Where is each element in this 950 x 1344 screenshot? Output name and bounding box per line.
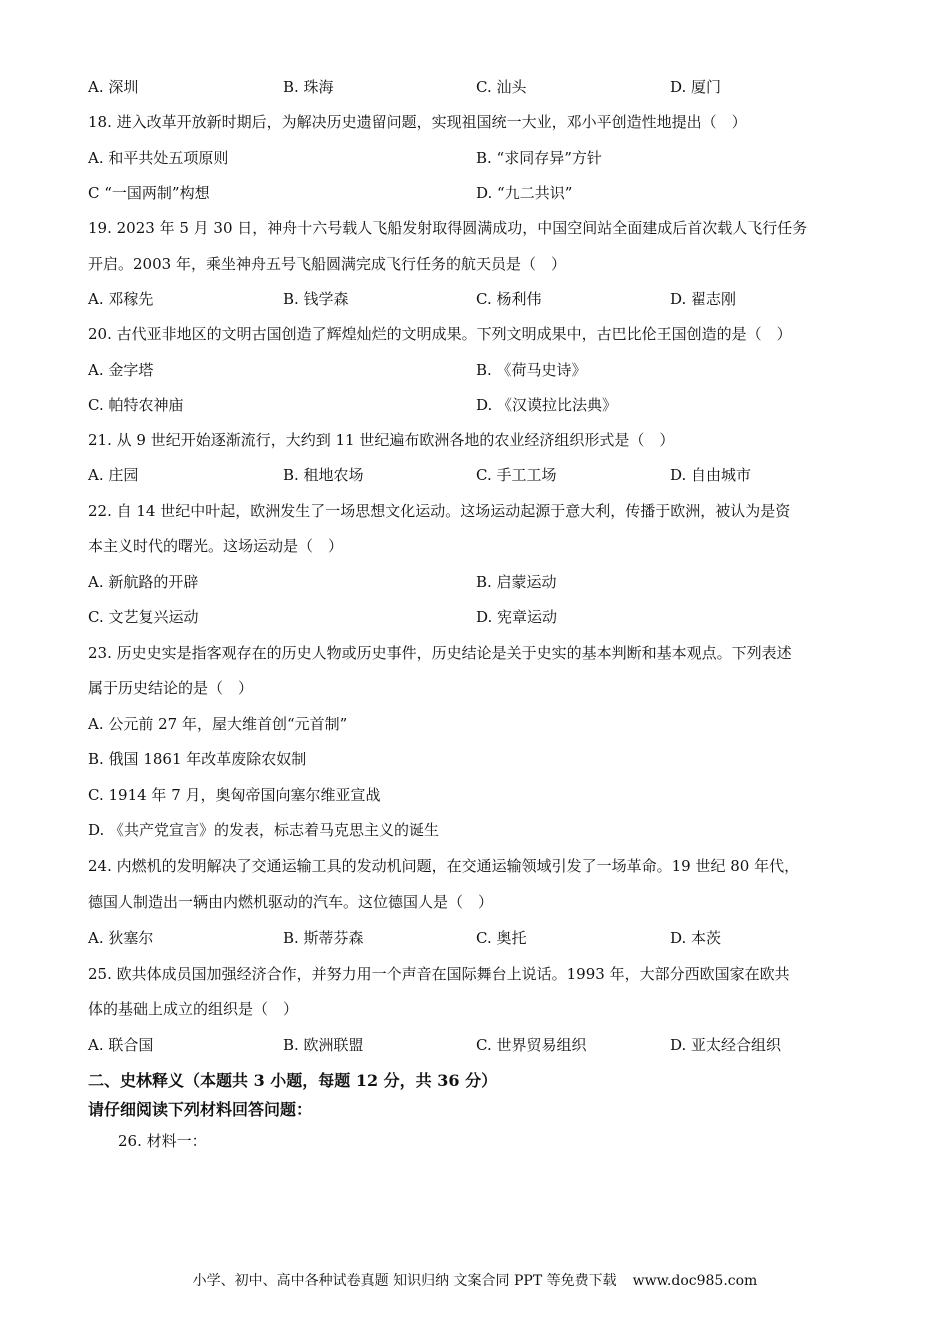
q23-option-d: D. 《共产党宣言》的发表，标志着马克思主义的诞生 <box>88 821 440 839</box>
q21-option-d: D. 自由城市 <box>670 466 752 484</box>
q24-option-d: D. 本茨 <box>670 929 722 947</box>
q21-stem: 21. 从 9 世纪开始逐渐流行，大约到 11 世纪遍布欧洲各地的农业经济组织形式是（ ） <box>88 431 675 449</box>
q25-option-c: C. 世界贸易组织 <box>476 1036 587 1054</box>
footer-text: 小学、初中、高中各种试卷真题 知识归纳 文案合同 PPT 等免费下载 <box>192 1273 617 1289</box>
q17-option-c: C. 汕头 <box>476 78 527 96</box>
q21-option-c: C. 手工工场 <box>476 466 557 484</box>
q19-option-c: C. 杨利伟 <box>476 290 542 308</box>
q19-option-a: A. 邓稼先 <box>88 290 154 308</box>
q22-option-b: B. 启蒙运动 <box>476 573 557 591</box>
q25-stem-line1: 25. 欧共体成员国加强经济合作，并努力用一个声音在国际舞台上说话。1993 年，大部分西欧国家在欧共 <box>88 965 790 983</box>
q23-option-b: B. 俄国 1861 年改革废除农奴制 <box>88 750 307 768</box>
q23-option-a: A. 公元前 27 年，屋大维首创“元首制” <box>88 715 348 733</box>
q19-stem-line1: 19. 2023 年 5 月 30 日，神舟十六号载人飞船发射取得圆满成功，中国空间站全面建成后首次载人飞行任务 <box>88 219 808 237</box>
section-instruction: 请仔细阅读下列材料回答问题： <box>88 1100 313 1119</box>
q22-stem-line1: 22. 自 14 世纪中叶起，欧洲发生了一场思想文化运动。这场运动起源于意大利，传播于欧洲，被认为是资 <box>88 502 791 520</box>
q19-stem-line2: 开启。2003 年，乘坐神舟五号飞船圆满完成飞行任务的航天员是（ ） <box>88 255 566 273</box>
q22-stem-line2: 本主义时代的曙光。这场运动是（ ） <box>88 537 344 555</box>
q17-option-a: A. 深圳 <box>88 78 139 96</box>
q23-option-c: C. 1914 年 7 月，奥匈帝国向塞尔维亚宣战 <box>88 786 381 804</box>
q25-stem-line2: 体的基础上成立的组织是（ ） <box>88 1000 299 1018</box>
q23-stem-line1: 23. 历史史实是指客观存在的历史人物或历史事件，历史结论是关于史实的基本判断和基本观点。下列表述 <box>88 644 792 662</box>
q24-stem-line2: 德国人制造出一辆由内燃机驱动的汽车。这位德国人是（ ） <box>88 893 494 911</box>
q20-option-b: B. 《荷马史诗》 <box>476 361 587 379</box>
q24-option-b: B. 斯蒂芬森 <box>283 929 364 947</box>
q26-material-label: 26. 材料一： <box>118 1132 207 1150</box>
q25-option-a: A. 联合国 <box>88 1036 154 1054</box>
q22-option-d: D. 宪章运动 <box>476 608 558 626</box>
q20-option-a: A. 金字塔 <box>88 361 154 379</box>
q22-option-c: C. 文艺复兴运动 <box>88 608 199 626</box>
q19-option-d: D. 翟志刚 <box>670 290 737 308</box>
q21-option-b: B. 租地农场 <box>283 466 364 484</box>
q25-option-d: D. 亚太经合组织 <box>670 1036 782 1054</box>
q20-option-c: C. 帕特农神庙 <box>88 396 184 414</box>
q17-option-d: D. 厦门 <box>670 78 722 96</box>
q18-option-a: A. 和平共处五项原则 <box>88 149 229 167</box>
q18-option-d: D. “九二共识” <box>476 184 573 202</box>
q20-option-d: D. 《汉谟拉比法典》 <box>476 396 618 414</box>
q17-option-b: B. 珠海 <box>283 78 334 96</box>
q18-option-b: B. “求同存异”方针 <box>476 149 602 167</box>
footer-url: www.doc985.com <box>632 1273 758 1289</box>
q21-option-a: A. 庄园 <box>88 466 139 484</box>
q23-stem-line2: 属于历史结论的是（ ） <box>88 679 254 697</box>
q18-option-c: C “一国两制”构想 <box>88 184 210 202</box>
q24-option-a: A. 狄塞尔 <box>88 929 154 947</box>
q24-option-c: C. 奥托 <box>476 929 527 947</box>
q25-option-b: B. 欧洲联盟 <box>283 1036 364 1054</box>
q20-stem: 20. 古代亚非地区的文明古国创造了辉煌灿烂的文明成果。下列文明成果中，古巴比伦王国创造的是（ ） <box>88 325 792 343</box>
q18-stem: 18. 进入改革开放新时期后，为解决历史遗留问题，实现祖国统一大业，邓小平创造性地提出（ ） <box>88 113 747 131</box>
q19-option-b: B. 钱学森 <box>283 290 349 308</box>
page-footer <box>0 1270 950 1290</box>
q24-stem-line1: 24. 内燃机的发明解决了交通运输工具的发动机问题，在交通运输领域引发了一场革命。19 世纪 80 年代， <box>88 857 800 875</box>
section-title: 二、史林释义（本题共 3 小题，每题 12 分，共 36 分） <box>88 1071 498 1090</box>
q22-option-a: A. 新航路的开辟 <box>88 573 199 591</box>
